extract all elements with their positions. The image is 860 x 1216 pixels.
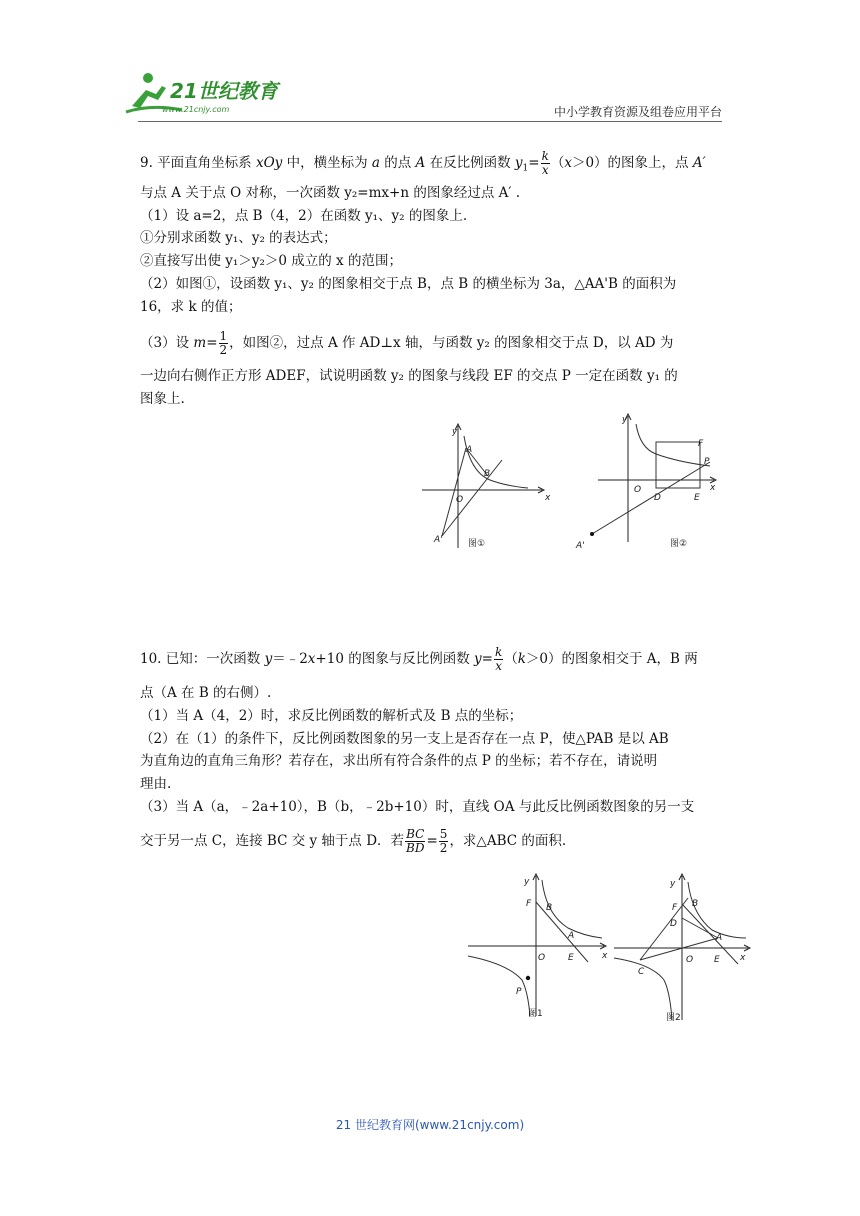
- svg-text:图①: 图①: [468, 539, 486, 549]
- svg-text:x: x: [602, 951, 608, 961]
- svg-text:E: E: [694, 493, 700, 503]
- platform-name: 中小学教育资源及组卷应用平台: [553, 105, 722, 119]
- svg-text:x: x: [740, 953, 746, 963]
- svg-text:A': A': [576, 541, 585, 551]
- svg-text:B: B: [692, 899, 699, 909]
- logo-text: 21世纪教育: [170, 79, 278, 103]
- q10-line-8: 交于另一点 C，连接 BC 交 y 轴于点 D．若 $\frac{BC}{BD}$ = $\frac{5}{2}$ ，求△ABC 的面积.: [140, 827, 567, 855]
- svg-text:图1: 图1: [528, 1009, 543, 1019]
- fraction-five-halves: $\frac{5}{2}$: [439, 827, 448, 855]
- svg-text:x: x: [545, 493, 551, 503]
- svg-text:图②: 图②: [670, 539, 688, 549]
- svg-text:A: A: [716, 933, 723, 943]
- q9-line-6: （2）如图①，设函数 y₁、y₂ 的图象相交于点 B，点 B 的横坐标为 3a，△AA'B 的面积为: [140, 276, 677, 292]
- fraction-k-over-x: $\frac{k}{x}$: [541, 149, 549, 177]
- q9-line-9: 一边向右侧作正方形 ADEF，试说明函数 y₂ 的图象与线段 EF 的交点 P 一定在函数 y₁ 的: [140, 368, 678, 384]
- q9-line-2: 与点 A 关于点 O 对称，一次函数 y₂=mx+n 的图象经过点 A′ .: [140, 185, 521, 201]
- svg-text:y: y: [524, 877, 530, 887]
- q10-line-7: （3）当 A（a，﹣2a+10），B（b，﹣2b+10）时，直线 OA 与此反比例函数图象的另一支: [140, 799, 695, 815]
- header-divider: [138, 121, 722, 122]
- svg-text:P: P: [516, 987, 522, 997]
- fraction-bc-over-bd: $\frac{BC}{BD}$: [406, 827, 425, 855]
- q9-line-4: ①分别求函数 y₁、y₂ 的表达式；: [140, 230, 337, 246]
- svg-text:y: y: [670, 879, 676, 889]
- svg-text:C: C: [638, 967, 645, 977]
- svg-text:P: P: [704, 457, 710, 467]
- figure-q10-2: [612, 870, 752, 1028]
- svg-text:A: A: [466, 445, 473, 455]
- svg-text:E: E: [568, 953, 574, 963]
- svg-text:图2: 图2: [666, 1013, 681, 1023]
- svg-text:O: O: [538, 953, 546, 963]
- q10-line-1: 10. 已知：一次函数 y＝﹣2x+10 的图象与反比例函数 y= $\frac{k}{x}$ （k＞0）的图象相交于 A，B 两: [140, 645, 698, 673]
- logo-url: www.21cnjy.com: [162, 105, 230, 114]
- q9-line-10: 图象上.: [140, 391, 185, 407]
- svg-text:O: O: [456, 495, 464, 505]
- q10-line-6: 理由.: [140, 776, 172, 792]
- svg-text:F: F: [698, 439, 704, 449]
- svg-text:E: E: [714, 955, 720, 965]
- fraction-one-half: $\frac{1}{2}$: [219, 329, 228, 357]
- q9-line-5: ②直接写出使 y₁＞y₂＞0 成立的 x 的范围；: [140, 253, 402, 269]
- svg-text:B: B: [484, 469, 491, 479]
- q9-line-8: （3）设 m= $\frac{1}{2}$ ，如图②，过点 A 作 AD⊥x 轴，与函数 y₂ 的图象相交于点 D，以 AD 为: [140, 329, 674, 357]
- q10-line-4: （2）在（1）的条件下，反比例函数图象的另一支上是否存在一点 P，使△PAB 是以 AB: [140, 731, 669, 747]
- q9-line-7: 16，求 k 的值；: [140, 299, 242, 315]
- svg-text:y: y: [622, 415, 628, 425]
- svg-text:A': A': [434, 535, 443, 545]
- q9-line-1: 9. 平面直角坐标系 xOy 中，横坐标为 a 的点 A 在反比例函数 $y_1=$ $\frac{k}{x}$ （x＞0）的图象上，点 A′: [140, 149, 706, 177]
- fraction-k-over-x-q10: $\frac{k}{x}$: [494, 645, 503, 673]
- q10-line-5: 为直角边的直角三角形？若存在，求出所有符合条件的点 P 的坐标；若不存在，请说明: [140, 753, 658, 769]
- svg-text:O: O: [634, 485, 642, 495]
- svg-text:A: A: [568, 931, 575, 941]
- svg-text:D: D: [654, 493, 661, 503]
- svg-text:O: O: [686, 955, 694, 965]
- q10-line-2: 点（A 在 B 的右侧）.: [140, 685, 272, 701]
- footer-link[interactable]: 21 世纪教育网(www.21cnjy.com): [335, 1118, 525, 1132]
- svg-text:x: x: [710, 483, 716, 493]
- svg-text:F: F: [526, 899, 532, 909]
- site-logo: [122, 68, 302, 118]
- svg-text:B: B: [546, 903, 553, 913]
- svg-text:D: D: [670, 919, 677, 929]
- q10-line-3: （1）当 A（4，2）时，求反比例函数的解析式及 B 点的坐标；: [140, 708, 523, 724]
- figure-q9-2: [574, 410, 720, 552]
- svg-text:y: y: [452, 427, 458, 437]
- svg-text:F: F: [672, 903, 678, 913]
- figure-q9-1: [418, 420, 558, 555]
- q9-line-3: （1）设 a=2，点 B（4，2）在函数 y₁、y₂ 的图象上.: [140, 208, 468, 224]
- figure-q10-1: [464, 870, 610, 1022]
